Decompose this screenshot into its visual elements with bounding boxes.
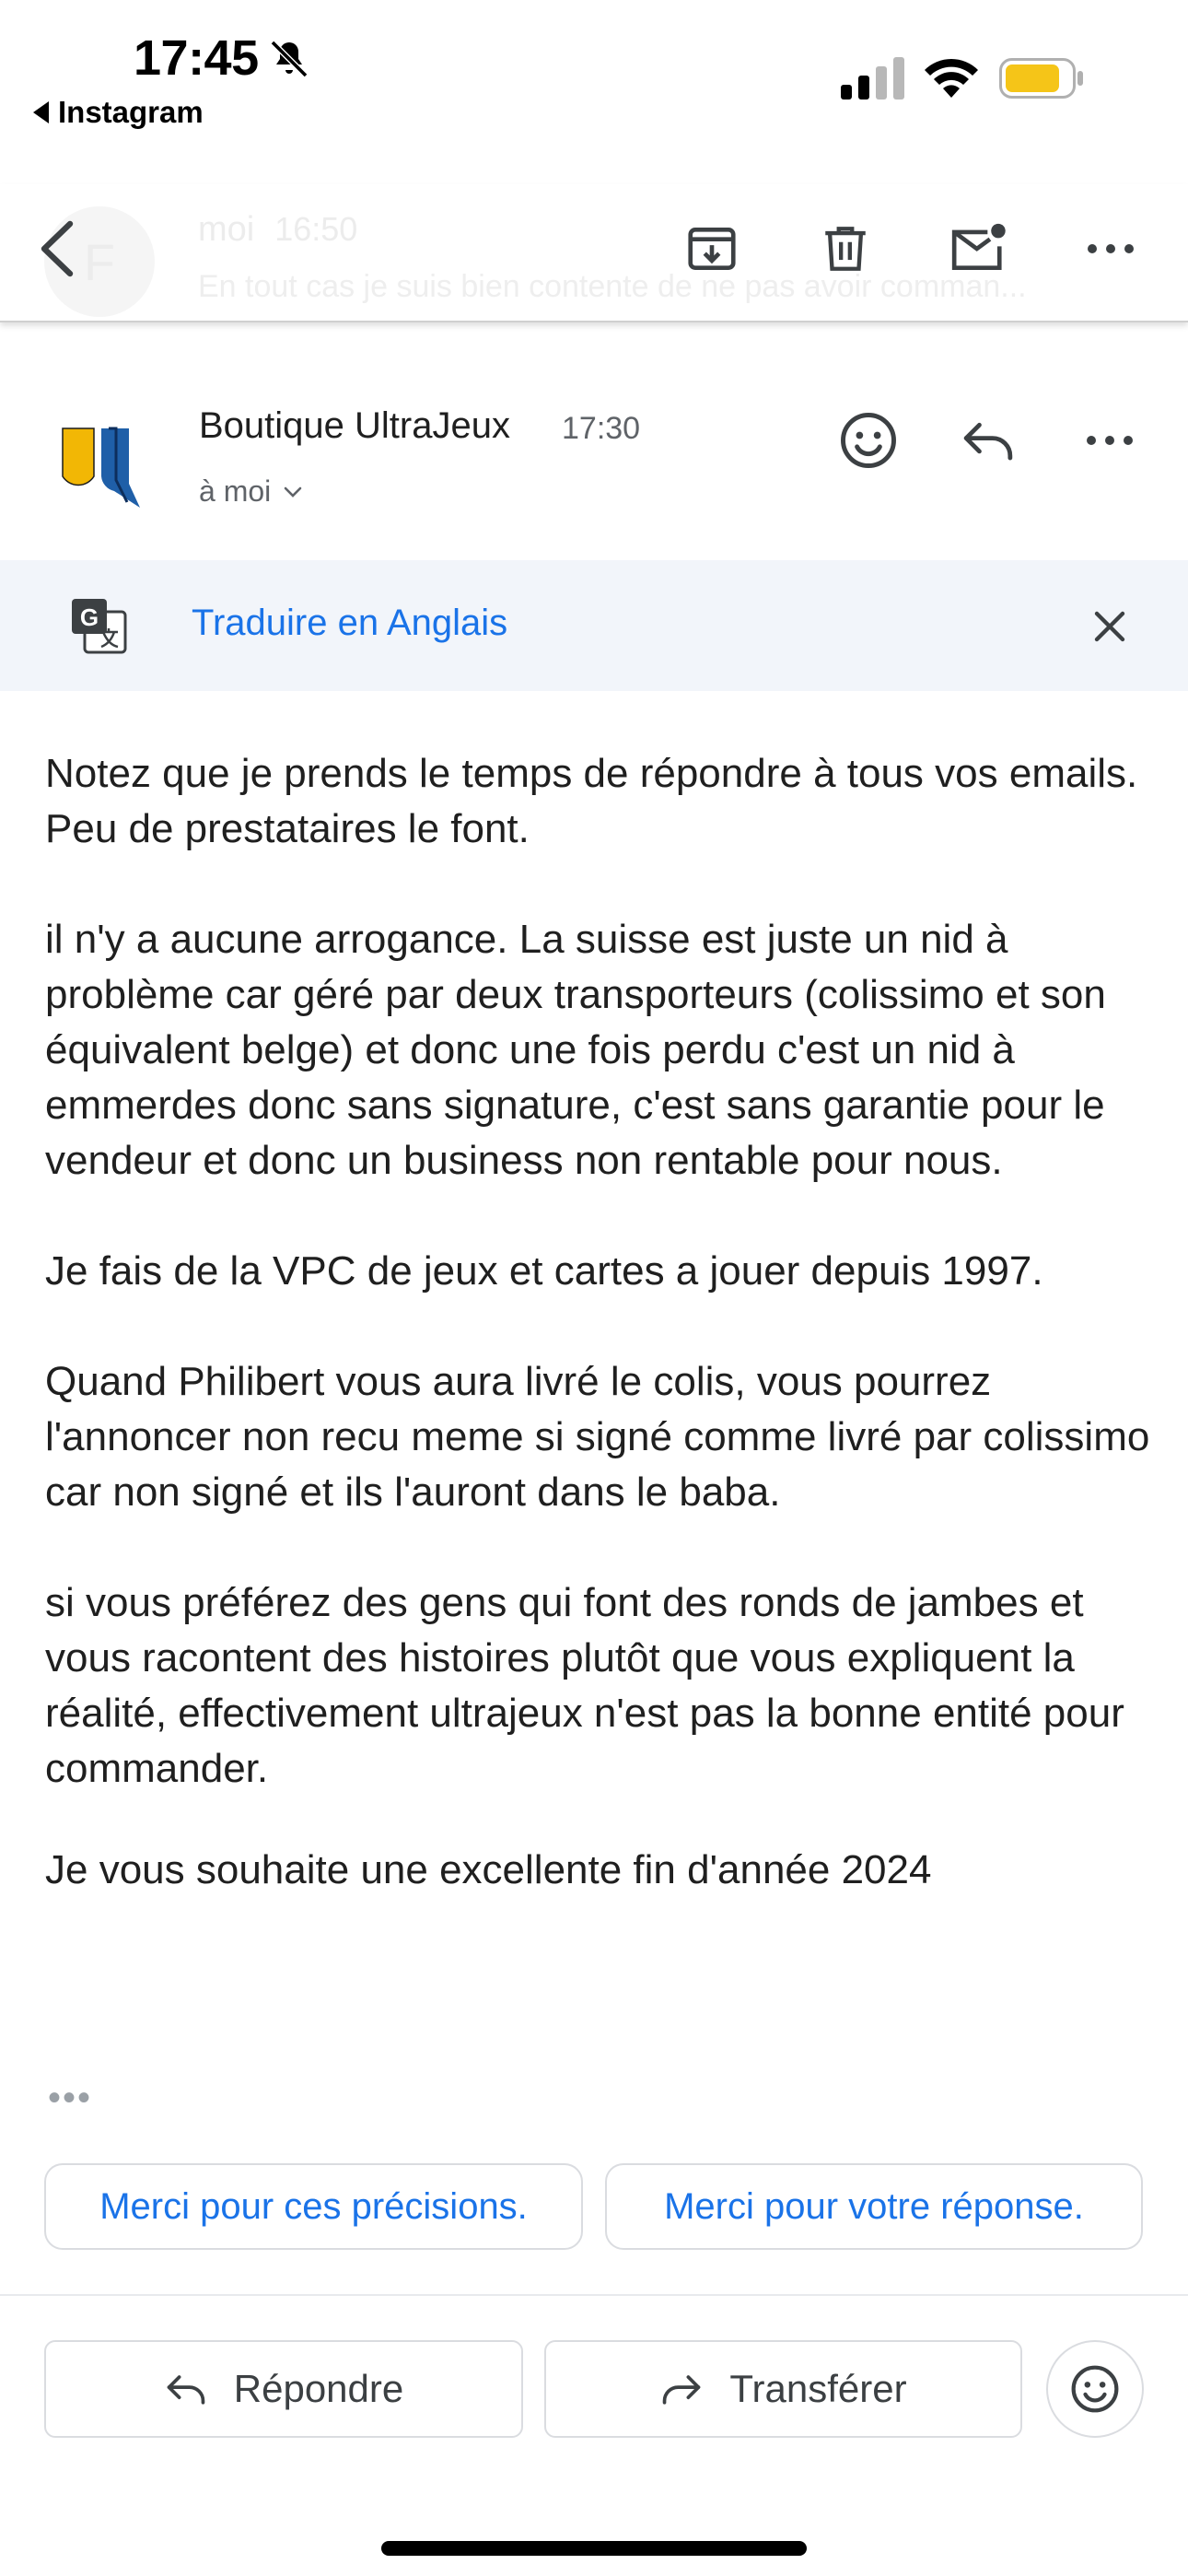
reply-label: Répondre: [233, 2367, 404, 2410]
reply-action-button[interactable]: [44, 2340, 523, 2438]
previous-message-sender: [198, 210, 357, 250]
emoji-icon: [838, 410, 899, 471]
previous-message-snippet: En tout cas je suis bien contente de ne pas avoir comman...: [198, 269, 1027, 304]
body-paragraph: Je fais de la VPC de jeux et cartes a jouer depuis 1997.: [45, 1248, 1043, 1294]
back-button[interactable]: [22, 212, 96, 286]
recipient-label: à moi: [199, 474, 272, 508]
chevron-down-icon: [282, 485, 304, 499]
trash-icon: [819, 220, 872, 277]
body-paragraph: Je vous souhaite une excellente fin d'année 2024: [45, 1847, 932, 1892]
body-paragraph: il n'y a aucune arrogance. La suisse est juste un nid à problème car géré par deux transporteurs (colissimo et son équivalent belge) et donc une fois perdu c'est un nid à emmerdes donc sans signature, c'est sans garantie pour le vendeur et donc un business non rentable pour nous.: [45, 917, 1106, 1183]
previous-message-avatar: F: [44, 206, 155, 317]
smart-reply-chip[interactable]: Merci pour ces précisions.: [44, 2163, 583, 2250]
forward-label: Transférer: [729, 2367, 907, 2410]
back-app-label: Instagram: [58, 95, 204, 129]
close-icon: [1091, 608, 1128, 645]
add-reaction-button[interactable]: [829, 401, 908, 480]
mark-unread-button[interactable]: [941, 212, 1015, 286]
translate-icon: [68, 595, 129, 656]
signal-icon: [841, 57, 905, 100]
mark-unread-icon: [947, 220, 1009, 277]
toolbar: [0, 184, 1188, 322]
back-triangle-icon: [33, 101, 49, 123]
status-time: 17:45: [134, 30, 259, 86]
archive-button[interactable]: [675, 212, 749, 286]
emoji-icon: [1069, 2363, 1121, 2415]
recipient-details-toggle[interactable]: [199, 474, 304, 509]
emoji-reaction-button[interactable]: [1046, 2340, 1144, 2438]
message-time: 17:30: [562, 411, 641, 446]
reply-icon: [960, 417, 1017, 463]
ghost-sender-name: moi: [198, 210, 255, 249]
more-options-button[interactable]: [1074, 212, 1147, 286]
body-paragraph: Notez que je prends le temps de répondre à tous vos emails. Peu de prestataires le font.: [45, 751, 1138, 851]
forward-icon: [659, 2371, 704, 2406]
sender-logo: [55, 419, 147, 511]
forward-action-button[interactable]: [544, 2340, 1022, 2438]
translate-banner: [0, 560, 1188, 691]
message-more-button[interactable]: [1070, 401, 1149, 480]
status-bar: [0, 0, 1188, 157]
ghost-time: 16:50: [274, 210, 358, 248]
delete-button[interactable]: [809, 212, 882, 286]
body-paragraph: si vous préférez des gens qui font des ronds de jambes et vous racontent des histoires plutôt que vous expliquent la réalité, effectivement ultrajeux n'est pas la bonne entité pour commander.: [45, 1580, 1124, 1791]
email-body: [45, 746, 1159, 1953]
more-icon: [1085, 241, 1136, 256]
bell-slash-icon: [267, 37, 311, 81]
home-indicator[interactable]: [381, 2541, 807, 2556]
sender-name: Boutique UltraJeux: [199, 405, 510, 446]
reply-button[interactable]: [949, 401, 1028, 480]
more-icon: [1085, 433, 1135, 448]
archive-icon: [683, 220, 740, 277]
back-arrow-icon: [33, 217, 85, 281]
body-paragraph: Quand Philibert vous aura livré le colis, vous pourrez l'annoncer non recu meme si signé comme livré par colissimo car non signé et ils l'auront dans le baba.: [45, 1359, 1150, 1515]
wifi-icon: [921, 55, 982, 100]
svg-text:G: G: [79, 603, 99, 631]
translate-link[interactable]: Traduire en Anglais: [192, 603, 508, 643]
battery-icon: [999, 58, 1084, 99]
back-to-app-link[interactable]: [33, 95, 204, 130]
smart-reply-chip[interactable]: Merci pour votre réponse.: [605, 2163, 1143, 2250]
show-trimmed-content-button[interactable]: •••: [48, 2078, 93, 2118]
divider: [0, 2294, 1188, 2296]
reply-icon: [164, 2371, 208, 2406]
close-translate-button[interactable]: [1082, 599, 1137, 654]
